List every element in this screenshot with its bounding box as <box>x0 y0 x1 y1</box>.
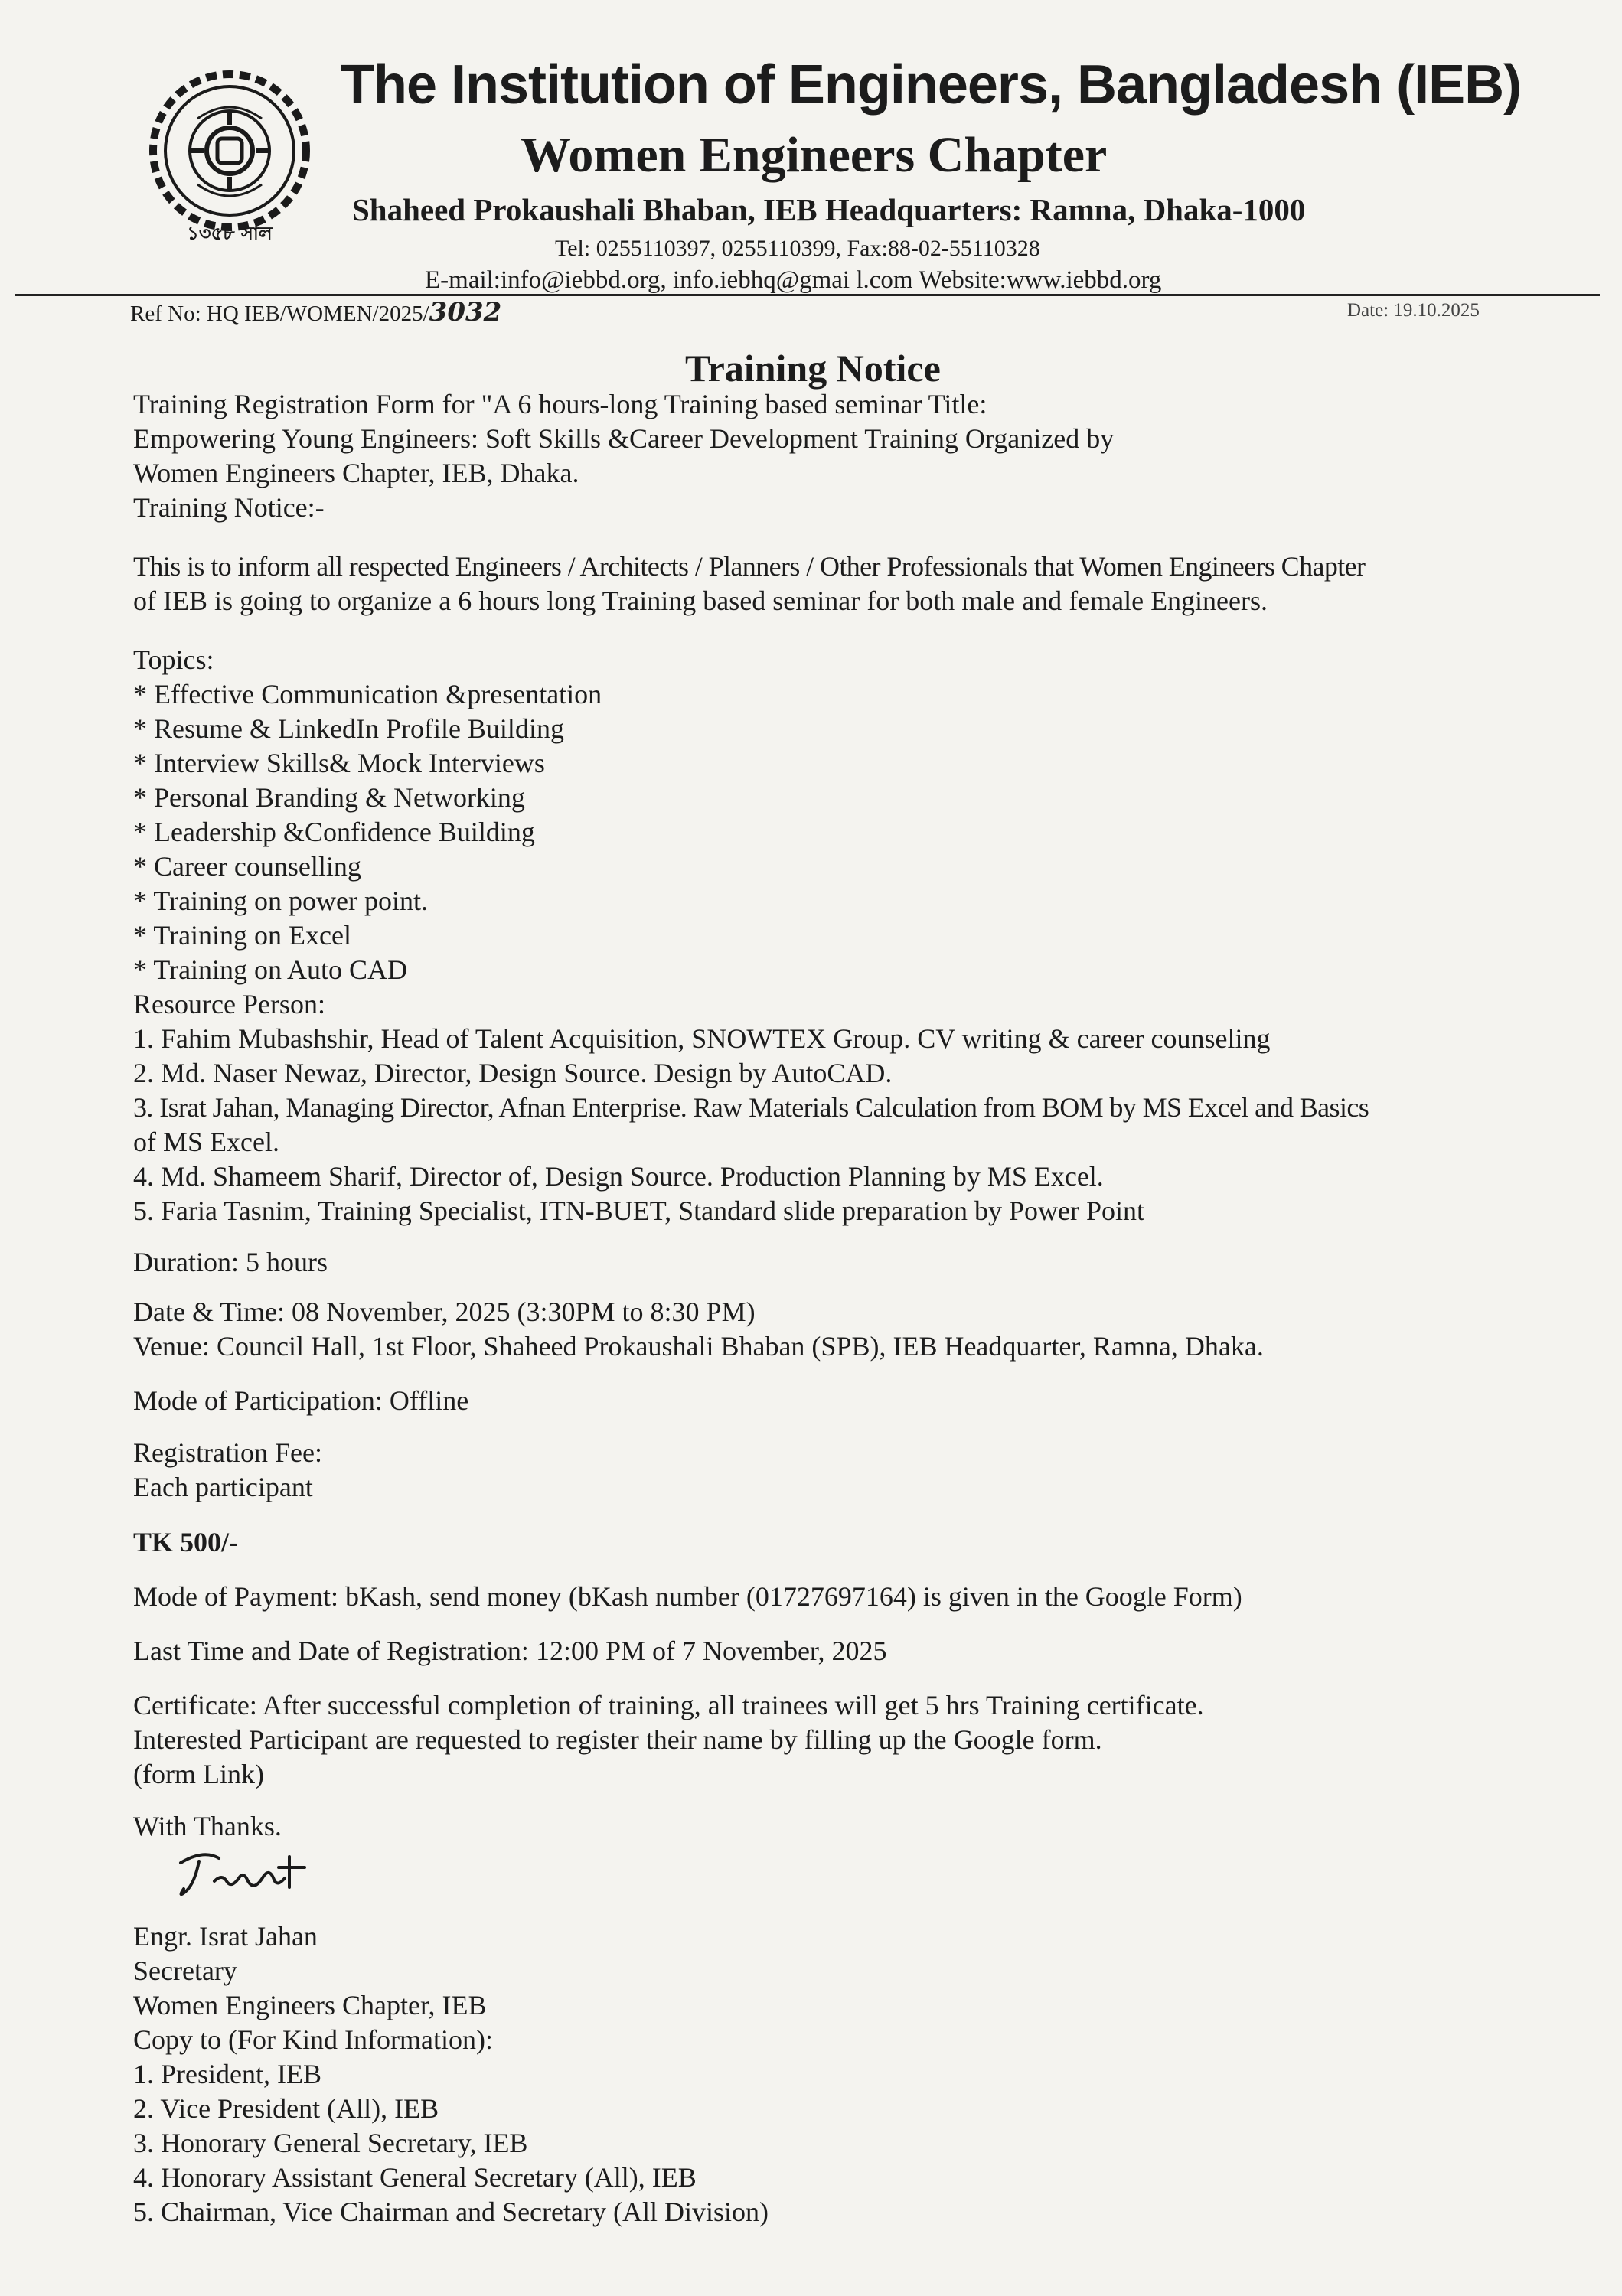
notice-date: Date: 19.10.2025 <box>1347 300 1480 321</box>
copy-to-item: 2. Vice President (All), IEB <box>133 2093 439 2124</box>
certificate-line: Interested Participant are requested to register their name by filling up the Google form. <box>133 1724 1102 1755</box>
page-title: Training Notice <box>685 347 941 390</box>
venue: Venue: Council Hall, 1st Floor, Shaheed Prokaushali Bhaban (SPB), IEB Headquarter, Ramna, Dhaka. <box>133 1331 1264 1362</box>
logo-year-text: ১৩৫৮ সাল <box>187 223 273 244</box>
list-item: * Training on Excel <box>133 920 351 951</box>
list-item: * Interview Skills& Mock Interviews <box>133 748 545 778</box>
signatory-role: Secretary <box>133 1955 237 1986</box>
ieb-seal-icon <box>138 65 321 249</box>
form-link[interactable]: (form Link) <box>133 1759 264 1789</box>
list-item: * Resume & LinkedIn Profile Building <box>133 713 564 744</box>
resource-line: 3. Israt Jahan, Managing Director, Afnan Enterprise. Raw Materials Calculation from BOM by MS Excel and Basics <box>133 1092 1369 1123</box>
list-item: * Leadership &Confidence Building <box>133 817 535 847</box>
mode-of-payment: Mode of Payment: bKash, send money (bKash number (01727697164) is given in the Google Form) <box>133 1581 1242 1612</box>
registration-fee-label: Registration Fee: <box>133 1437 322 1468</box>
resource-line: 5. Faria Tasnim, Training Specialist, ITN-BUET, Standard slide preparation by Power Point <box>133 1195 1144 1226</box>
registration-fee-each: Each participant <box>133 1472 313 1502</box>
chapter-name: Women Engineers Chapter <box>521 127 1108 183</box>
intro-line: Empowering Young Engineers: Soft Skills &Career Development Training Organized by <box>133 423 1115 454</box>
topics-heading: Topics: <box>133 644 214 675</box>
list-item: * Training on Auto CAD <box>133 954 408 985</box>
resource-line: 2. Md. Naser Newaz, Director, Design Source. Design by AutoCAD. <box>133 1058 893 1088</box>
email-website-line: E-mail:info@iebbd.org, info.iebhq@gmai l.com Website:www.iebbd.org <box>425 266 1162 294</box>
copy-to-item: 1. President, IEB <box>133 2059 321 2089</box>
copy-to-heading: Copy to (For Kind Information): <box>133 2024 493 2055</box>
ref-label: Ref No: HQ IEB/WOMEN/2025/ <box>130 302 429 326</box>
list-item: * Career counselling <box>133 851 361 882</box>
ref-handwritten-number: 3032 <box>429 297 502 328</box>
signatory-org: Women Engineers Chapter, IEB <box>133 1990 487 2020</box>
certificate-line: Certificate: After successful completion of training, all trainees will get 5 hrs Training certificate. <box>133 1690 1204 1720</box>
duration: Duration: 5 hours <box>133 1247 328 1277</box>
copy-to-item: 5. Chairman, Vice Chairman and Secretary (All Division) <box>133 2197 769 2227</box>
ref-number <box>130 297 501 328</box>
copy-to-item: 3. Honorary General Secretary, IEB <box>133 2128 528 2158</box>
header-divider <box>15 294 1600 296</box>
resource-heading: Resource Person: <box>133 989 325 1019</box>
list-item: * Effective Communication &presentation <box>133 679 602 709</box>
intro-line: Training Notice:- <box>133 492 325 523</box>
intro-line: Women Engineers Chapter, IEB, Dhaka. <box>133 458 579 488</box>
inform-line: of IEB is going to organize a 6 hours long Training based seminar for both male and female Engineers. <box>133 585 1268 616</box>
resource-line: 4. Md. Shameem Sharif, Director of, Design Source. Production Planning by MS Excel. <box>133 1161 1104 1192</box>
organization-name: The Institution of Engineers, Bangladesh (IEB) <box>341 54 1522 116</box>
registration-fee-amount: TK 500/- <box>133 1527 239 1557</box>
inform-line: This is to inform all respected Engineers / Architects / Planners / Other Professionals that Women Engineers Chapter <box>133 551 1366 582</box>
resource-line: 1. Fahim Mubashshir, Head of Talent Acquisition, SNOWTEX Group. CV writing & career counseling <box>133 1023 1271 1054</box>
closing-thanks: With Thanks. <box>133 1811 282 1841</box>
mode-of-participation: Mode of Participation: Offline <box>133 1385 469 1416</box>
registration-deadline: Last Time and Date of Registration: 12:00 PM of 7 November, 2025 <box>133 1636 887 1666</box>
resource-line: of MS Excel. <box>133 1127 279 1157</box>
signature <box>175 1841 328 1903</box>
address-line: Shaheed Prokaushali Bhaban, IEB Headquarters: Ramna, Dhaka-1000 <box>352 192 1306 227</box>
intro-line: Training Registration Form for "A 6 hours-long Training based seminar Title: <box>133 389 987 419</box>
list-item: * Personal Branding & Networking <box>133 782 525 813</box>
copy-to-item: 4. Honorary Assistant General Secretary (All), IEB <box>133 2162 697 2193</box>
date-time: Date & Time: 08 November, 2025 (3:30PM to 8:30 PM) <box>133 1296 756 1327</box>
list-item: * Training on power point. <box>133 885 429 916</box>
signatory-name: Engr. Israt Jahan <box>133 1921 318 1952</box>
contact-line: Tel: 0255110397, 0255110399, Fax:88-02-55110328 <box>555 236 1040 261</box>
